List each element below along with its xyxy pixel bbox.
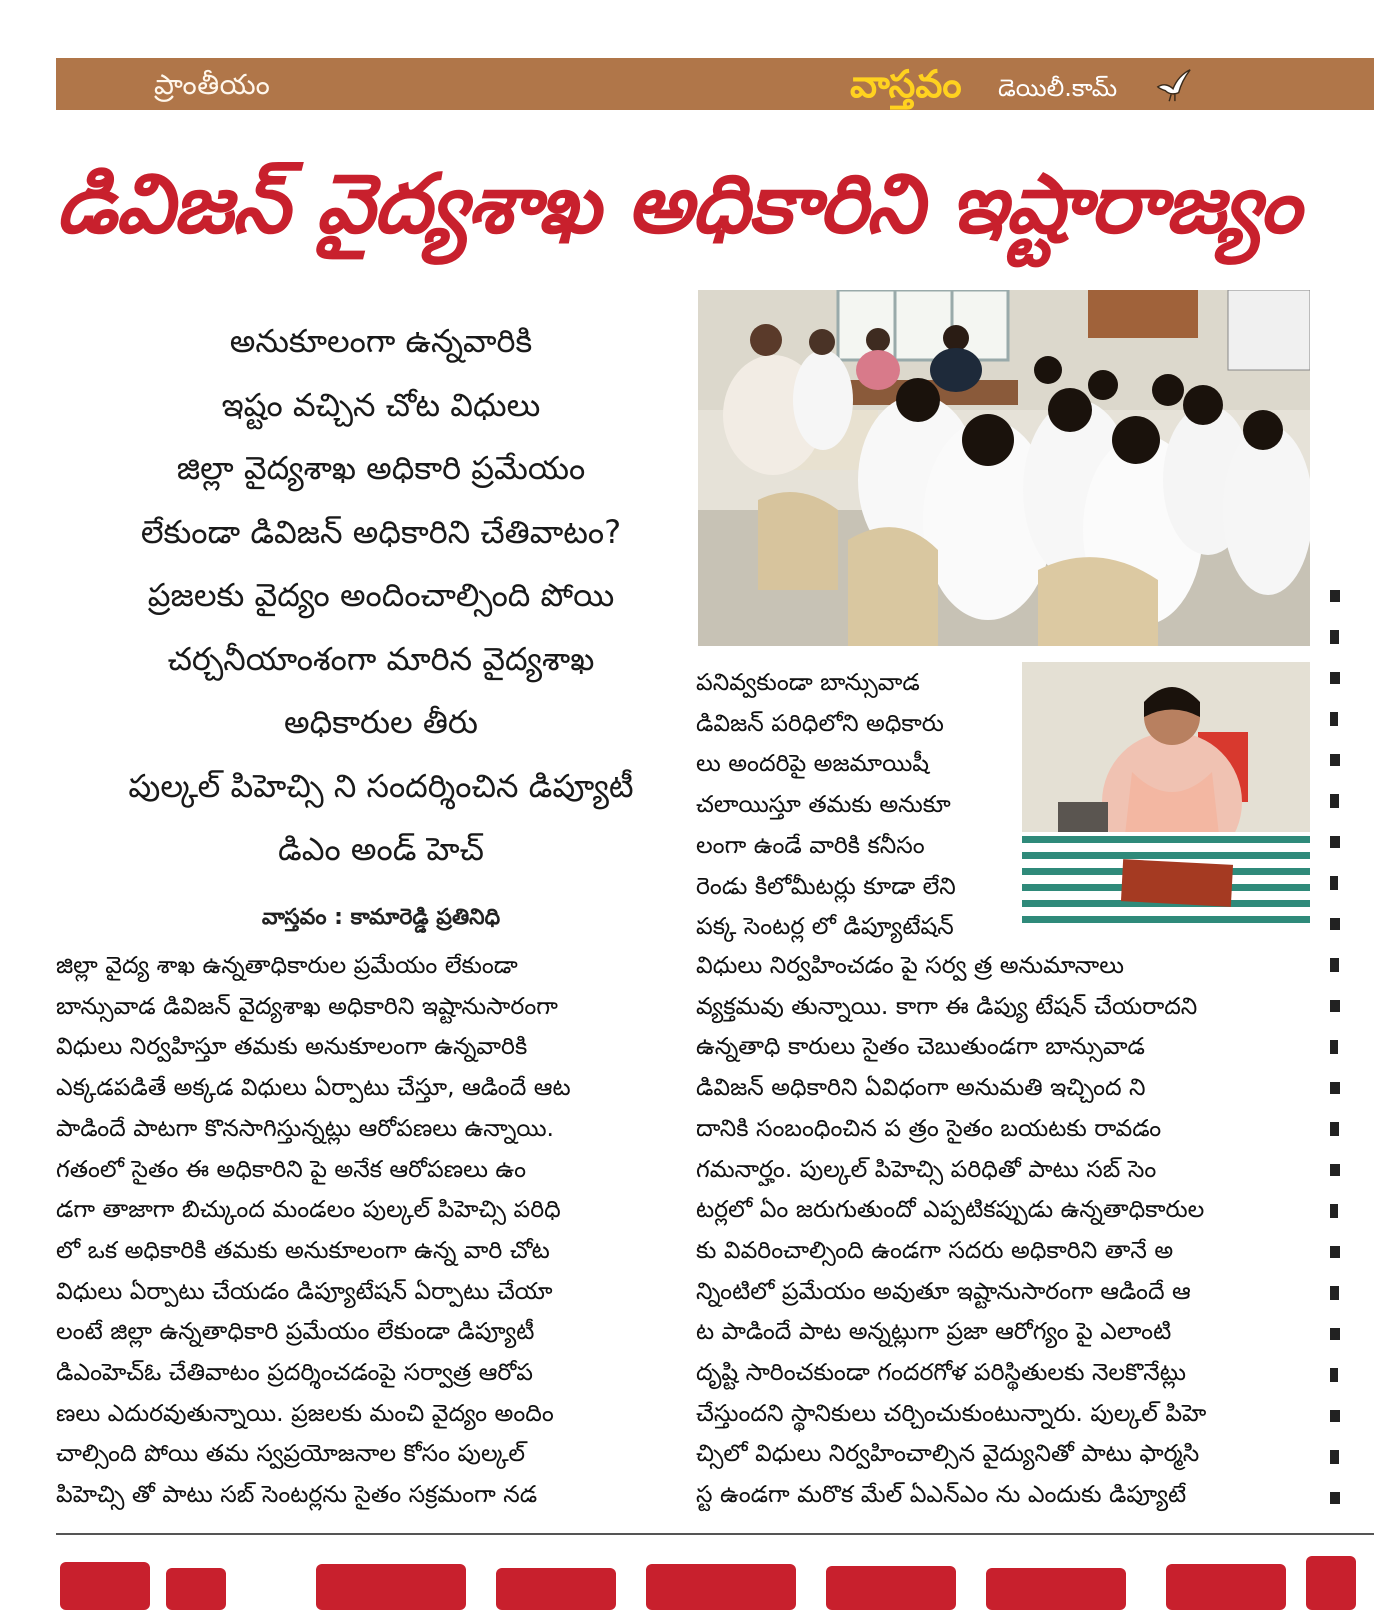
article-column-2-top (696, 662, 1016, 947)
body-line: లో ఒక అధికారికి తమకు అనుకూలంగా ఉన్న వారి చోట (56, 1235, 550, 1264)
highlights-block (56, 310, 706, 882)
body-line: ణలు ఎదురవుతున్నాయి. ప్రజలకు మంచి వైద్యం అందిం (56, 1398, 554, 1427)
body-line: టర్లలో ఏం జరుగుతుందో ఎప్పటికప్పుడు ఉన్నతాధికారుల (696, 1195, 1205, 1224)
highlight-line: అధికారుల తీరు (284, 703, 478, 741)
highlight-line: డిఎం అండ్ హెచ్ (278, 830, 484, 868)
body-line: వ్యక్తమవు తున్నాయి. కాగా ఈ డిప్యు టేషన్ చేయరాదని (696, 991, 1198, 1020)
body-line: కు వివరించాల్సింది ఉండగా సదరు అధికారిని తానే అ (696, 1235, 1174, 1264)
highlight-line: ప్రజలకు వైద్యం అందించాల్సింది పోయి (147, 576, 615, 614)
body-line: బాన్సువాడ డివిజన్ వైద్యశాఖ అధికారిని ఇష్టానుసారంగా (56, 991, 558, 1020)
body-line: డివిజన్ అధికారిని ఏవిధంగా అనుమతి ఇచ్చింద ని (696, 1073, 1146, 1102)
body-line: చ్సిలో విధులు నిర్వహించాల్సిన వైద్యునితో పాటు ఫార్మసి (696, 1439, 1200, 1468)
body-line: పాడిందే పాటగా కొనసాగిస్తున్నట్లు ఆరోపణలు ఉన్నాయి. (56, 1113, 555, 1142)
article-column-2-bottom (696, 945, 1316, 1515)
body-line: విధులు నిర్వహించడం పై సర్వ త్ర అనుమానాలు (696, 951, 1125, 979)
body-line: ఉన్నతాధి కారులు సైతం చెబుతుండగా బాన్సువాడ (696, 1032, 1145, 1061)
body-line: న్నింటిలో ప్రమేయం అవుతూ ఇష్టానుసారంగా ఆడిందే ఆ (696, 1276, 1191, 1305)
body-line: దృష్టి సారించకుండా గందరగోళ పరిస్థితులకు నెలకొనేట్లు (696, 1358, 1187, 1387)
body-line: డివిజన్ పరిధిలోని అధికారు (696, 708, 944, 737)
meeting-photo (698, 290, 1310, 646)
body-line: ఎక్కడపడితే అక్కడ విధులు ఏర్పాటు చేస్తూ, ఆడిందే ఆట (56, 1073, 571, 1102)
article-divider (56, 1533, 1374, 1535)
brand-name: వాస్తవం (850, 62, 962, 106)
byline: వాస్తవం : కామారెడ్డి ప్రతినిధి (261, 905, 501, 930)
body-line: గమనార్హం. పుల్కల్ పిహెచ్సి పరిధితో పాటు సబ్ సెం (696, 1154, 1157, 1183)
body-line: జిల్లా వైద్య శాఖ ఉన్నతాధికారుల ప్రమేయం లేకుండా (56, 951, 518, 979)
highlight-line: లేకుండా డివిజన్ అధికారిని చేతివాటం? (140, 512, 622, 551)
bird-logo-icon (1154, 66, 1192, 104)
body-line: విధులు ఏర్పాటు చేయడం డిప్యూటేషన్ ఏర్పాటు చేయా (56, 1276, 553, 1305)
body-line: చేస్తుందని స్థానికులు చర్చించుకుంటున్నారు. పుల్కల్ పిహె (696, 1398, 1207, 1427)
officer-photo (1022, 662, 1310, 932)
body-line: గతంలో సైతం ఈ అధికారిని పై అనేక ఆరోపణలు ఉం (56, 1154, 527, 1183)
headline: డివిజన్ వైద్యశాఖ అధికారిని ఇష్టారాజ్యం (56, 157, 1301, 252)
section-label: ప్రాంతీయం (154, 68, 271, 101)
body-line: పిహెచ్సి తో పాటు సబ్ సెంటర్లను సైతం సక్రమంగా నడ (56, 1480, 538, 1509)
body-line: విధులు నిర్వహిస్తూ తమకు అనుకూలంగా ఉన్నవారికి (56, 1032, 528, 1061)
section-header-band (56, 58, 1374, 110)
body-line: చాల్సింది పోయి తమ స్వప్రయోజనాల కోసం పుల్కల్ (56, 1439, 526, 1468)
body-line: పనివ్వకుండా బాన్సువాడ (696, 668, 920, 696)
highlight-line: జిల్లా వైద్యశాఖ అధికారి ప్రమేయం (176, 449, 586, 487)
next-article-headline-fragment (56, 1548, 1374, 1610)
highlight-line: చర్చనీయాంశంగా మారిన వైద్యశాఖ (167, 639, 595, 678)
highlight-line: ఇష్టం వచ్చిన చోట విధులు (221, 385, 541, 424)
body-line: దానికి సంబంధించిన ప త్రం సైతం బయటకు రావడం (696, 1113, 1162, 1142)
adjacent-column-fragment (1326, 580, 1346, 1520)
body-line: స్ట ఉండగా మరొక మేల్ ఏఎన్ఎం ను ఎందుకు డిప్యూటే (696, 1480, 1187, 1509)
highlight-line: అనుకూలంగా ఉన్నవారికి (229, 322, 533, 360)
body-line: చలాయిస్తూ తమకు అనుకూ (696, 790, 951, 819)
body-line: లంటే జిల్లా ఉన్నతాధికారి ప్రమేయం లేకుండా డిప్యూటీ (56, 1317, 535, 1346)
body-line: పక్క సెంటర్ల లో డిప్యూటేషన్ (696, 912, 954, 941)
article-column-1 (56, 945, 676, 1515)
body-line: లంగా ఉండే వారికి కనీసం (696, 830, 925, 859)
body-line: లు అందరిపై అజమాయిషీ (696, 749, 930, 778)
body-line: రెండు కిలోమీటర్లు కూడా లేని (696, 871, 956, 900)
brand-domain: డెయిలీ.కామ్ (998, 74, 1118, 102)
body-line: ట పాడిందే పాట అన్నట్లుగా ప్రజా ఆరోగ్యం పై ఎలాంటి (696, 1317, 1172, 1346)
highlight-line: పుల్కల్ పిహెచ్సి ని సందర్శించిన డిప్యూటీ (128, 766, 634, 805)
body-line: డిఎంహెచ్ఓ చేతివాటం ప్రదర్శించడంపై సర్వాత్ర ఆరోప (56, 1358, 533, 1387)
body-line: డగా తాజాగా బిచ్కుంద మండలం పుల్కల్ పిహెచ్సి పరిధి (56, 1195, 561, 1224)
